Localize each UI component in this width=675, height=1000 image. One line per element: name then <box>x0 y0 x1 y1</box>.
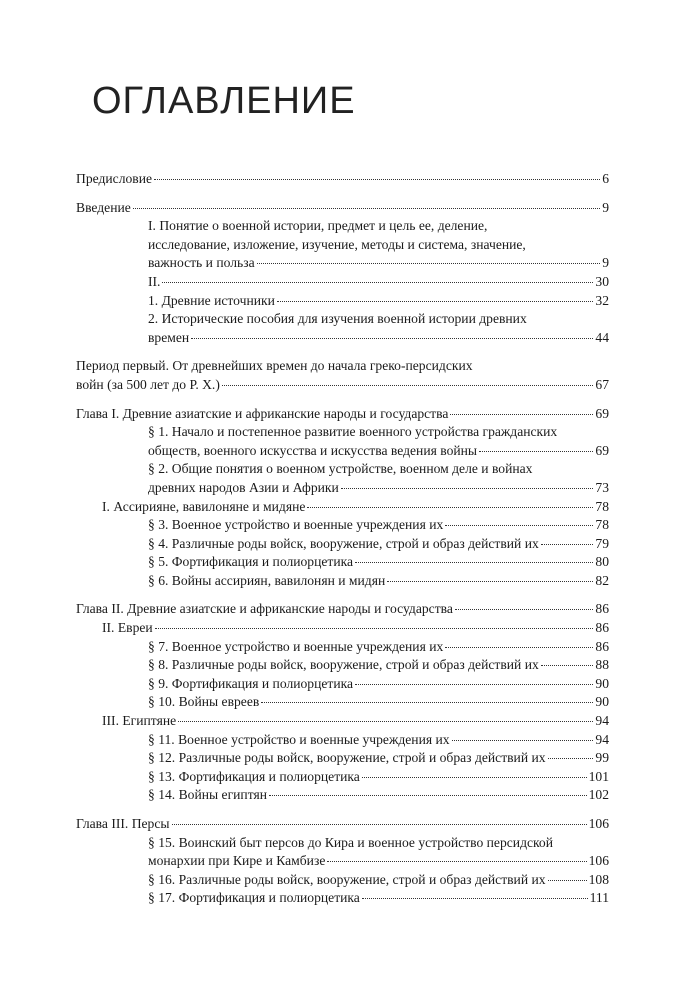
dot-leader <box>327 861 586 862</box>
dot-leader <box>548 758 594 759</box>
toc-page-number: 9 <box>602 199 609 215</box>
toc-entry[interactable] <box>76 871 609 890</box>
table-of-contents <box>76 170 609 908</box>
toc-entry-text: § 1. Начало и постепенное развитие военного устройства гражданских <box>148 424 558 440</box>
toc-entry[interactable] <box>76 889 609 908</box>
toc-entry-text: I. Понятие о военной истории, предмет и цель ее, деление, <box>148 218 488 234</box>
dot-leader <box>452 740 594 741</box>
toc-page-number: 94 <box>595 713 609 729</box>
toc-entry[interactable] <box>76 535 609 554</box>
toc-entry-text: II. <box>148 273 161 289</box>
dot-leader <box>178 721 593 722</box>
toc-entry[interactable] <box>76 310 609 347</box>
toc-entry-text: § 2. Общие понятия о военном устройстве, военном деле и войнах <box>148 461 533 477</box>
toc-entry[interactable] <box>76 405 609 424</box>
dot-leader <box>307 507 593 508</box>
toc-page-number: 106 <box>588 853 609 869</box>
toc-entry[interactable] <box>76 619 609 638</box>
toc-entry-text: § 13. Фортификация и полиорцетика <box>148 768 360 784</box>
toc-entry[interactable] <box>76 516 609 535</box>
toc-entry[interactable] <box>76 638 609 657</box>
dot-leader <box>269 795 587 796</box>
toc-entry[interactable] <box>76 572 609 591</box>
toc-page-number: 9 <box>602 255 609 271</box>
toc-page-number: 69 <box>595 405 609 421</box>
toc-entry-text: § 3. Военное устройство и военные учреждения их <box>148 517 444 533</box>
toc-entry-text: § 8. Различные роды войск, вооружение, строй и образ действий их <box>148 657 539 673</box>
toc-entry-text: древних народов Азии и Африки <box>148 479 339 495</box>
toc-entry-text: § 10. Войны евреев <box>148 694 260 710</box>
toc-entry[interactable] <box>76 600 609 619</box>
toc-page-number: 88 <box>595 657 609 673</box>
toc-entry[interactable] <box>76 693 609 712</box>
toc-page-number: 80 <box>595 554 609 570</box>
dot-leader <box>222 385 594 386</box>
toc-entry-text: исследование, изложение, изучение, методы и система, значение, <box>148 236 526 252</box>
toc-page-number: 111 <box>589 890 609 906</box>
toc-page-number: 69 <box>595 442 609 458</box>
dot-leader <box>541 544 594 545</box>
toc-entry-text: Период первый. От древнейших времен до начала греко-персидских <box>76 358 473 374</box>
toc-entry[interactable] <box>76 273 609 292</box>
toc-entry[interactable] <box>76 170 609 189</box>
dot-leader <box>362 777 587 778</box>
toc-entry-text: § 11. Военное устройство и военные учреждения их <box>148 731 450 747</box>
toc-entry-text: важность и польза <box>148 255 255 271</box>
toc-page-number: 78 <box>595 517 609 533</box>
dot-leader <box>154 179 600 180</box>
dot-leader <box>277 301 594 302</box>
toc-entry-text: Глава II. Древние азиатские и африканские народы и государства <box>76 601 453 617</box>
toc-page-number: 106 <box>588 816 609 831</box>
dot-leader <box>445 647 593 648</box>
toc-entry-text: § 5. Фортификация и полиорцетика <box>148 554 354 570</box>
toc-page-number: 67 <box>595 376 609 392</box>
toc-entry[interactable] <box>76 553 609 572</box>
toc-entry-text: § 15. Воинский быт персов до Кира и военное устройство персидской <box>148 834 553 850</box>
toc-page-number: 32 <box>595 292 609 308</box>
toc-entry-text: I. Ассирияне, вавилоняне и мидяне <box>102 498 306 514</box>
toc-page-number: 73 <box>595 479 609 495</box>
toc-entry[interactable] <box>76 675 609 694</box>
dot-leader <box>479 451 593 452</box>
toc-entry-text: монархии при Кире и Камбизе <box>148 853 326 869</box>
toc-entry-text: Глава III. Персы <box>76 816 170 831</box>
toc-entry-text: 1. Древние источники <box>148 292 275 308</box>
toc-entry-text: § 4. Различные роды войск, вооружение, строй и образ действий их <box>148 535 539 551</box>
toc-entry-text: времен <box>148 329 190 345</box>
toc-entry[interactable] <box>76 731 609 750</box>
toc-entry[interactable] <box>76 460 609 497</box>
dot-leader <box>355 684 593 685</box>
toc-entry-text: 2. Исторические пособия для изучения военной истории древних <box>148 311 527 327</box>
toc-entry[interactable] <box>76 217 609 273</box>
toc-entry-text: II. Евреи <box>102 620 153 636</box>
toc-page-number: 86 <box>595 620 609 636</box>
toc-entry[interactable] <box>76 199 609 218</box>
toc-page-number: 30 <box>595 273 609 289</box>
toc-page-number: 94 <box>595 731 609 747</box>
dot-leader <box>257 263 601 264</box>
toc-entry[interactable] <box>76 749 609 768</box>
toc-page-number: 6 <box>602 171 609 186</box>
toc-entry[interactable] <box>76 815 609 834</box>
toc-entry-text: § 16. Различные роды войск, вооружение, строй и образ действий их <box>148 871 546 887</box>
dot-leader <box>133 208 600 209</box>
dot-leader <box>341 488 594 489</box>
dot-leader <box>172 824 587 825</box>
dot-leader <box>541 665 594 666</box>
dot-leader <box>548 880 587 881</box>
dot-leader <box>261 702 593 703</box>
page-title: ОГЛАВЛЕНИЕ <box>92 80 356 122</box>
toc-entry[interactable] <box>76 423 609 460</box>
toc-page-number: 90 <box>595 675 609 691</box>
toc-page-number: 86 <box>595 601 609 617</box>
toc-entry-text: § 17. Фортификация и полиорцетика <box>148 890 360 906</box>
toc-entry[interactable] <box>76 357 609 394</box>
toc-page-number: 90 <box>595 694 609 710</box>
toc-entry[interactable] <box>76 786 609 805</box>
dot-leader <box>445 525 593 526</box>
toc-entry-text: § 7. Военное устройство и военные учреждения их <box>148 638 444 654</box>
toc-page-number: 99 <box>595 750 609 766</box>
toc-entry-text: Предисловие <box>76 171 153 186</box>
toc-entry-text: § 14. Войны египтян <box>148 787 267 803</box>
toc-entry-text: § 9. Фортификация и полиорцетика <box>148 675 354 691</box>
toc-entry[interactable] <box>76 656 609 675</box>
toc-entry-text: обществ, военного искусства и искусства ведения войны <box>148 442 478 458</box>
dot-leader <box>387 581 593 582</box>
toc-entry[interactable] <box>76 834 609 871</box>
toc-page-number: 102 <box>588 787 609 803</box>
dot-leader <box>155 628 594 629</box>
dot-leader <box>450 414 593 415</box>
toc-entry[interactable] <box>76 712 609 731</box>
toc-entry-text: § 12. Различные роды войск, вооружение, строй и образ действий их <box>148 750 546 766</box>
toc-page-number: 82 <box>595 572 609 588</box>
toc-entry-text: III. Египтяне <box>102 713 177 729</box>
dot-leader <box>191 338 593 339</box>
dot-leader <box>355 562 593 563</box>
toc-entry[interactable] <box>76 292 609 311</box>
toc-entry-text: Глава I. Древние азиатские и африканские народы и государства <box>76 405 449 421</box>
toc-page-number: 86 <box>595 638 609 654</box>
dot-leader <box>455 609 593 610</box>
toc-page-number: 44 <box>595 329 609 345</box>
dot-leader <box>162 282 593 283</box>
toc-entry-text: войн (за 500 лет до Р. Х.) <box>76 376 220 392</box>
toc-page-number: 101 <box>588 768 609 784</box>
toc-entry[interactable] <box>76 498 609 517</box>
toc-page-number: 108 <box>588 871 609 887</box>
toc-entry-text: Введение <box>76 199 131 215</box>
toc-entry-text: § 6. Войны ассириян, вавилонян и мидян <box>148 572 386 588</box>
toc-page-number: 79 <box>595 535 609 551</box>
dot-leader <box>362 898 588 899</box>
toc-entry[interactable] <box>76 768 609 787</box>
toc-page-number: 78 <box>595 498 609 514</box>
